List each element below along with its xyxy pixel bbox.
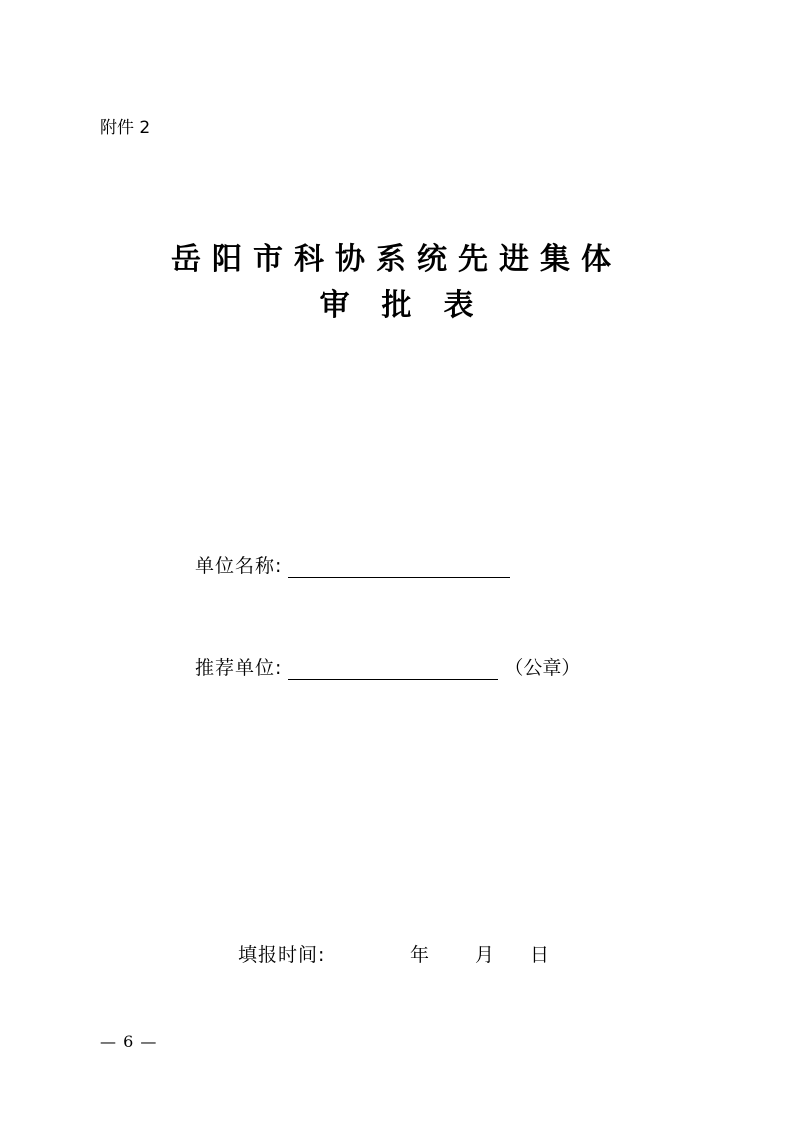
unit-name-label: 单位名称: <box>195 555 283 577</box>
day-label: 日 <box>530 944 550 966</box>
attachment-label: 附件 2 <box>100 118 151 138</box>
unit-name-field <box>195 550 510 580</box>
year-label: 年 <box>410 944 430 966</box>
recommending-unit-blank[interactable] <box>288 657 498 680</box>
recommending-unit-label: 推荐单位: <box>195 657 283 679</box>
seal-note: （公章） <box>504 657 581 679</box>
document-title: 岳阳市科协系统先进集体 <box>171 242 622 277</box>
page-number: — 6 — <box>100 1032 158 1051</box>
document-subtitle: 审批表 <box>319 288 506 323</box>
recommending-unit-field <box>195 652 580 682</box>
month-label: 月 <box>475 944 495 966</box>
fill-date-row <box>0 940 793 970</box>
unit-name-blank[interactable] <box>288 555 510 578</box>
fill-date-label: 填报时间: <box>238 944 326 966</box>
